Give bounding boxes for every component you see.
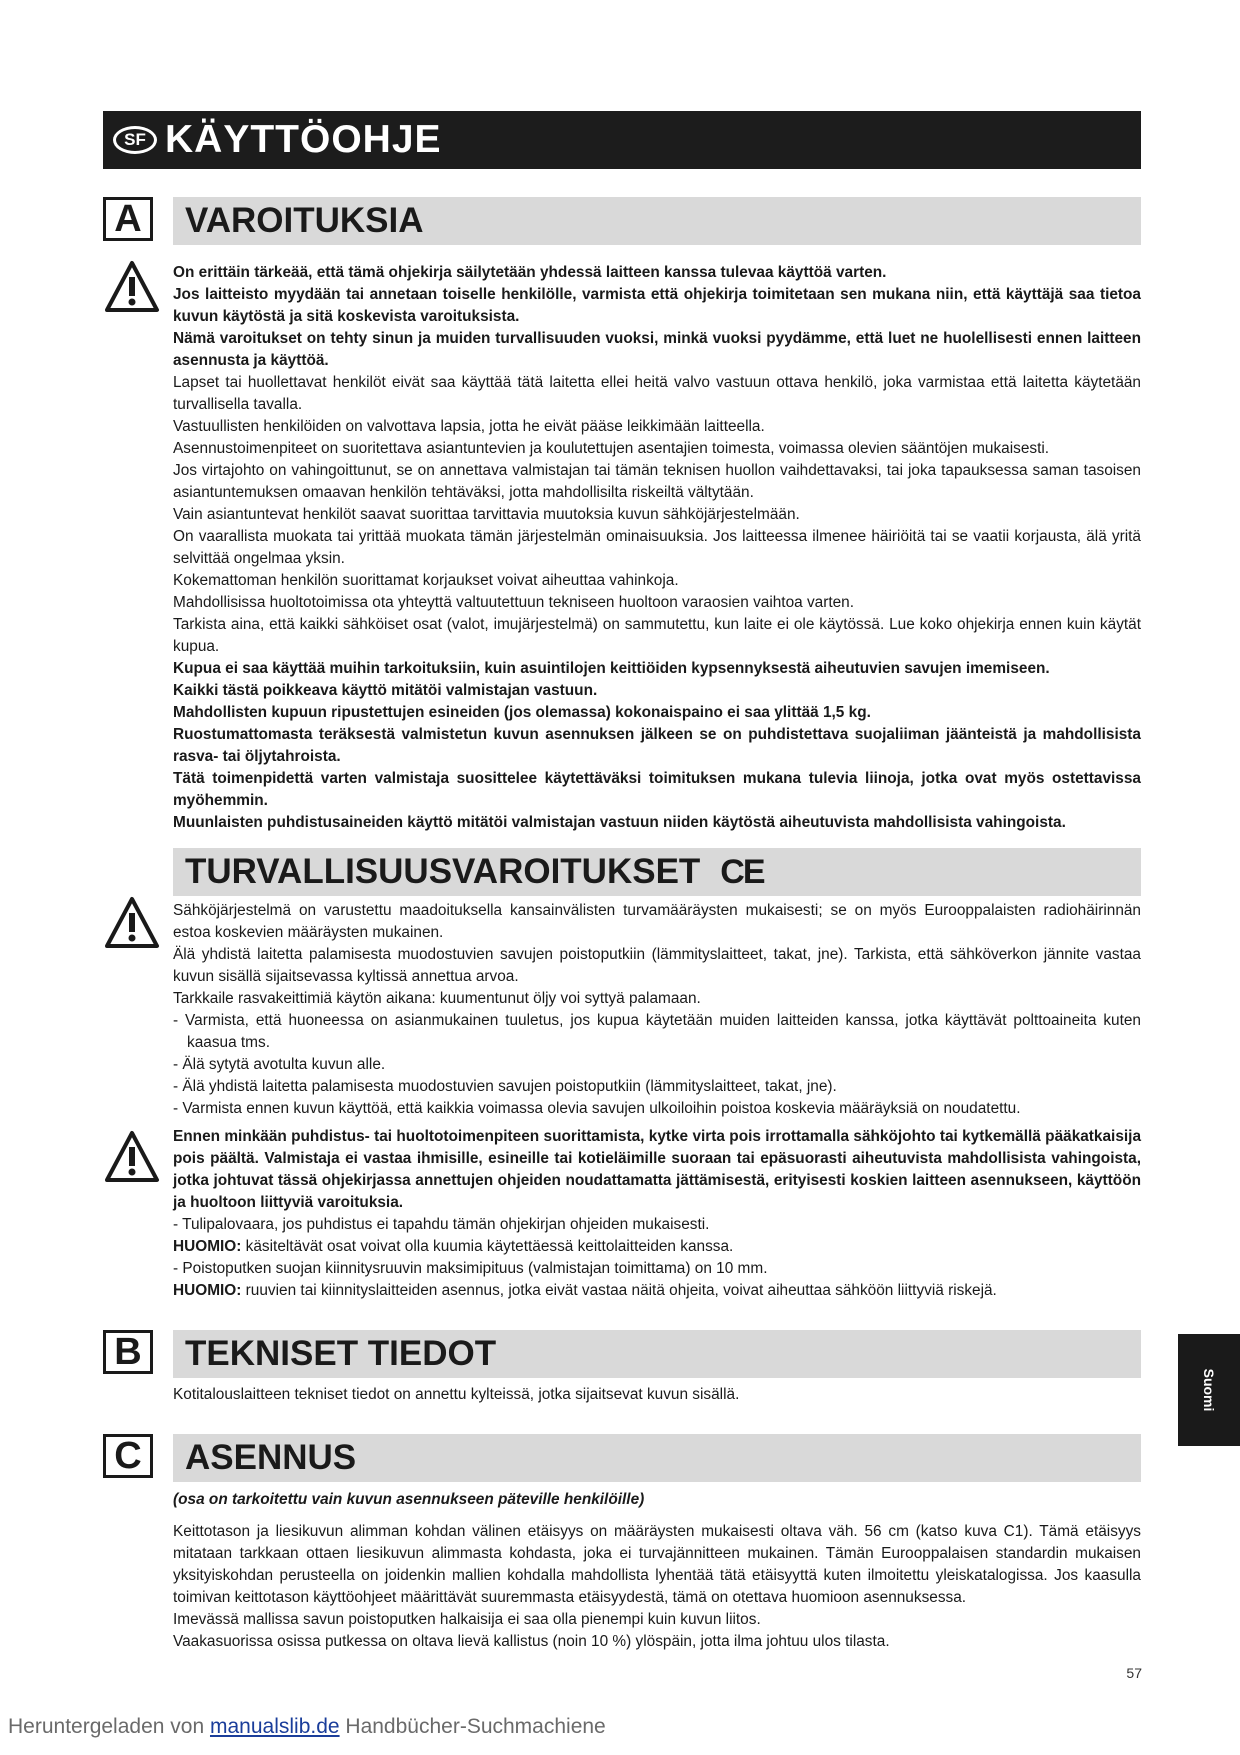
footer-credit [8,1715,606,1739]
manualslib-link[interactable]: manualslib.de [209,1715,340,1738]
paragraph: Tarkista aina, että kaikki sähköiset osat (valot, imujärjestelmä) on sammutettu, kun laite ei ole käytössä. Lue koko ohjekirja ennen kuin käytät kupua. [173,616,1141,655]
section-header-b [173,1330,1141,1378]
warning-icon [104,260,160,314]
page-number: 57 [1126,1665,1142,1681]
paragraph [173,1280,1141,1302]
section-header-c [173,1434,1141,1482]
paragraph: Vaakasuorissa osissa putkessa on oltava lievä kallistus (noin 10 %) ylöspäin, jotta ilma johtuu ulos tilasta. [173,1633,890,1650]
paragraph: Ruostumattomasta teräksestä valmistetun kuvun asennuksen jälkeen se on puhdistettava suojaliiman jäänteistä ja mahdollisista rasva- tai öljytahroista. [173,726,1141,765]
warnings-text [173,262,1141,834]
section-letter-c: C [103,1434,153,1478]
paragraph: Muunlaisten puhdistusaineiden käyttö mitätöi valmistajan vastuun niiden käytöstä aiheutuvista mahdollisista vahingoista. [173,814,1066,831]
paragraph: Nämä varoitukset on tehty sinun ja muiden turvallisuuden vuoksi, minkä vuoksi pyydämme, että luet ne huolellisesti ennen laitteen asennusta ja käyttöä. [173,330,1141,369]
installation-text [173,1489,1141,1653]
paragraph: Vain asiantuntevat henkilöt saavat suorittaa tarvittavia muutoksia kuvun sähköjärjestelmään. [173,506,800,523]
paragraph: Sähköjärjestelmä on varustettu maadoituksella kansainvälisten turvamääräysten mukaisesti; se on myös Eurooppalaisten radiohäirinnän estoa koskevien määräysten mukainen. [173,902,1141,941]
paragraph: Lapset tai huollettavat henkilöt eivät saa käyttää tätä laitetta ellei heitä valvo vastuun ottava henkilö, joka varmistaa että laitetta käytetään turvallisella tavalla. [173,374,1141,413]
section-header-a [173,197,1141,245]
footer-prefix: Heruntergeladen von [8,1715,210,1738]
tech-text [173,1384,1141,1406]
list-item: - Älä sytytä avotulta kuvun alle. [173,1056,386,1073]
section-title-a: VAROITUKSIA [185,201,424,240]
paragraph: Kaikki tästä poikkeava käyttö mitätöi valmistajan vastuun. [173,682,598,699]
safety-text-1 [173,900,1141,1120]
ce-mark: CE [720,852,764,891]
warning-icon [104,1130,160,1184]
language-side-tab [1178,1334,1240,1446]
list-item: - Varmista, että huoneessa on asianmukainen tuuletus, jos kupua käytetään muiden laitteiden kanssa, jotka käyttävät polttoaineita kuten kaasua tms. [173,1012,1141,1051]
section-header-safety [173,848,1141,896]
warning-icon [104,896,160,950]
paragraph: Jos laitteisto myydään tai annetaan toiselle henkilölle, varmista että ohjekirja toimitetaan sen mukana niin, että käyttäjä saa tietoa kuvun käytöstä ja sitä koskevista varoituksista. [173,286,1141,325]
section-letter-b: B [103,1330,153,1374]
paragraph: On erittäin tärkeää, että tämä ohjekirja säilytetään yhdessä laitteen kanssa tulevaa käyttöä varten. [173,264,887,281]
section-title-c: ASENNUS [185,1438,357,1477]
note-text: käsiteltävät osat voivat olla kuumia käytettäessä keittolaitteiden kanssa. [241,1238,734,1255]
paragraph: Asennustoimenpiteet on suoritettava asiantuntevien ja koulutettujen asentajien toimesta, voimassa olevien sääntöjen mukaisesti. [173,440,1050,457]
paragraph: Kotitalouslaitteen tekniset tiedot on annettu kylteissä, jotka sijaitsevat kuvun sisällä. [173,1386,740,1403]
paragraph: Keittotason ja liesikuvun alimman kohdan välinen etäisyys on määräysten mukaisesti oltava väh. 56 cm (katso kuva C1). Tämä etäisyys mitataan tarkkaan ottaen liesikuvun alimmasta kohdasta, joka ei turvajännitteen mukainen. Tämän Eurooppalaisen standardin mukaisen yksityiskohdan perusteella on joidenkin mallien kohdalla mahdollista lyhentää tätä etäisyyttä kuten ilmoitettu yleiskatalogissa. Jos kaasulla toimivan keittotason käyttöohjeet määrittävät suuremmasta etäisyydestä, tämä on otettava huomioon asennuksessa. [173,1523,1141,1606]
paragraph [173,1236,1141,1258]
list-item: - Älä yhdistä laitetta palamisesta muodostuvien savujen poistoputkiin (lämmityslaitteet, takat, jne). [173,1078,837,1095]
footer-suffix: Handbücher-Suchmachiene [339,1715,606,1738]
paragraph: Vastuullisten henkilöiden on valvottava lapsia, jotta he eivät pääse leikkimään laitteella. [173,418,765,435]
safety-text-2 [173,1126,1141,1302]
note-label: HUOMIO: [173,1282,242,1299]
paragraph: Tarkkaile rasvakeittimiä käytön aikana: kuumentunut öljy voi syttyä palamaan. [173,990,701,1007]
paragraph: Tätä toimenpidettä varten valmistaja suosittelee käytettäväksi toimituksen mukana tulevia liinoja, jotka ovat myös ostettavissa myöhemmin. [173,770,1141,809]
side-tab-label: Suomi [1201,1368,1217,1412]
paragraph: Mahdollisissa huoltotoimissa ota yhteyttä valtuutettuun tekniseen huoltoon varaosien vaihtoa varten. [173,594,855,611]
paragraph: Kupua ei saa käyttää muihin tarkoituksiin, kuin asuintilojen keittiöiden kypsennyksestä aiheutuvien savujen imemiseen. [173,660,1050,677]
paragraph: Ennen minkään puhdistus- tai huoltotoimenpiteen suorittamista, kytke virta pois irrottamalla sähköjohto tai kytkemällä pääkatkaisija pois päältä. Valmistaja ei vastaa ihmisille, esineille tai kotieläimille suoraan tai epäsuorasti aiheutuvista mahdollisista vahingoista, jotka johtuvat tässä ohjekirjassa annettujen ohjeiden noudattamatta jättämisestä, erityisesti koskien laitteen asennukseen, käyttöön ja huoltoon liittyviä varoituksia. [173,1128,1141,1211]
paragraph: - Poistoputken suojan kiinnitysruuvin maksimipituus (valmistajan toimittama) on 10 mm. [173,1260,768,1277]
note-text: ruuvien tai kiinnityslaitteiden asennus, jotka eivät vastaa näitä ohjeita, voivat aiheuttaa sähköön liittyviä riskejä. [241,1282,997,1299]
language-badge: SF [113,126,157,154]
page-title: KÄYTTÖOHJE [165,118,442,161]
section-letter-a: A [103,197,153,241]
paragraph: Älä yhdistä laitetta palamisesta muodostuvien savujen poistoputkiin (lämmityslaitteet, takat, jne). Tarkista, että sähköverkon jännite vastaa kuvun sisällä sijaitsevassa kyltissä annettua arvoa. [173,946,1141,985]
note-label: HUOMIO: [173,1238,242,1255]
title-banner [103,111,1141,169]
paragraph: Kokemattoman henkilön suorittamat korjaukset voivat aiheuttaa vahinkoja. [173,572,679,589]
section-title-safety: TURVALLISUUSVAROITUKSET [185,852,701,891]
paragraph: - Tulipalovaara, jos puhdistus ei tapahdu tämän ohjekirjan ohjeiden mukaisesti. [173,1216,710,1233]
paragraph: Mahdollisten kupuun ripustettujen esineiden (jos olemassa) kokonaispaino ei saa ylittää 1,5 kg. [173,704,871,721]
paragraph: On vaarallista muokata tai yrittää muokata tämän järjestelmän ominaisuuksia. Jos laitteessa ilmenee häiriöitä tai se vaatii korjausta, älä yritä selvittää ongelmaa yksin. [173,528,1141,567]
paragraph: Jos virtajohto on vahingoittunut, se on annettava valmistajan tai tämän teknisen huollon vaihdettavaksi, tai joka tapauksessa saman tasoisen asiantuntemuksen omaavan henkilön tehtäväksi, jotta mahdollisilta riskeiltä vältytään. [173,462,1141,501]
paragraph: Imevässä mallissa savun poistoputken halkaisija ei saa olla pienempi kuin kuvun liitos. [173,1611,761,1628]
subtitle: (osa on tarkoitettu vain kuvun asennukseen päteville henkilöille) [173,1491,645,1508]
section-title-b: TEKNISET TIEDOT [185,1334,497,1373]
list-item: - Varmista ennen kuvun käyttöä, että kaikkia voimassa olevia savujen ulkoiloihin poistoa koskevia määräyksiä on noudatettu. [173,1100,1021,1117]
